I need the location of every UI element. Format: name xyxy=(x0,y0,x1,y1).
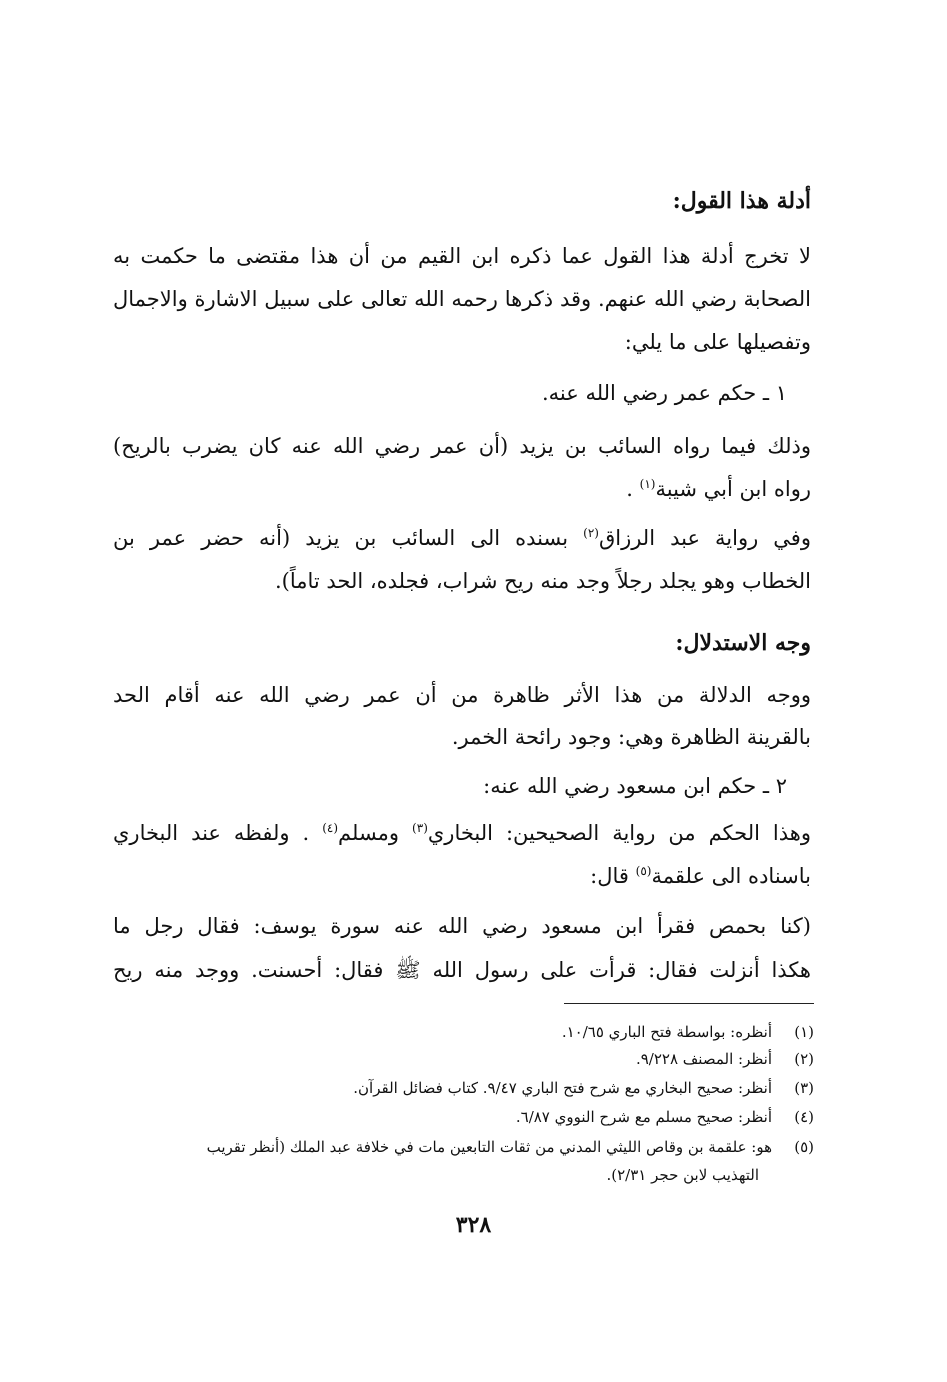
footnote-text: أنظر: صحيح البخاري مع شرح فتح الباري ٩/٤٧. كتاب فضائل القرآن. xyxy=(353,1079,772,1097)
section-heading-evidence: أدلة هذا القول: xyxy=(672,188,811,214)
paragraph-line: بالقرينة الظاهرة وهي: وجود رائحة الخمر. xyxy=(451,725,811,749)
footnote-ref: (٣) xyxy=(412,821,428,835)
footnote-item xyxy=(562,1023,814,1041)
footnote-text: أنظر: صحيح مسلم مع شرح النووي ٦/٨٧. xyxy=(515,1108,772,1126)
footnote-divider xyxy=(564,1003,814,1004)
footnote-number: (٢) xyxy=(794,1050,814,1068)
paragraph-line xyxy=(113,526,811,550)
footnote-text: أنظره: بواسطة فتح الباري ١٠/٦٥. xyxy=(561,1023,772,1041)
paragraph-line: وذلك فيما رواه السائب بن يزيد (أن عمر رضي الله عنه كان يضرب بالريح) xyxy=(113,434,811,458)
paragraph-text: . xyxy=(626,477,633,501)
footnote-number: (١) xyxy=(794,1023,814,1041)
list-item-heading: ٢ ـ حكم ابن مسعود رضي الله عنه: xyxy=(483,774,787,798)
footnote-item xyxy=(636,1050,814,1068)
paragraph-line: (كنا بحمص فقرأ ابن مسعود رضي الله عنه سورة يوسف: فقال رجل ما xyxy=(113,914,811,938)
footnote-number: (٤) xyxy=(794,1108,814,1126)
footnote-item xyxy=(516,1108,814,1126)
paragraph-line xyxy=(113,821,811,845)
page-number: ٣٢٨ xyxy=(455,1212,492,1238)
paragraph-text: باسناده الى علقمة xyxy=(651,864,811,888)
paragraph-line xyxy=(113,864,811,888)
footnote-ref: (١) xyxy=(639,477,656,491)
paragraph-text: بسنده الى السائب بن يزيد (أنه حضر عمر بن xyxy=(113,526,569,550)
paragraph-line: ووجه الدلالة من هذا الأثر ظاهرة من أن عمر رضي الله عنه أقام الحد xyxy=(113,683,811,707)
paragraph-line: وتفصيلها على ما يلي: xyxy=(624,330,811,354)
paragraph-line xyxy=(113,477,811,501)
footnote-number: (٣) xyxy=(794,1079,814,1097)
footnote-ref: (٥) xyxy=(635,864,652,878)
footnote-text: هو: علقمة بن وقاص الليثي المدني من ثقات التابعين مات في خلافة عبد الملك (أنظر تقريب xyxy=(206,1138,772,1156)
paragraph-text: ومسلم xyxy=(338,821,400,845)
paragraph-line: هكذا أنزلت فقال: قرأت على رسول الله ﷺ فقال: أحسنت. ووجد منه ريح xyxy=(113,958,811,982)
paragraph-text: رواه ابن أبي شيبة xyxy=(655,477,811,501)
paragraph-line: لا تخرج أدلة هذا القول عما ذكره ابن القيم من أن هذا مقتضى ما حكمت به xyxy=(113,244,811,268)
paragraph-text: وفي رواية عبد الرزاق xyxy=(598,526,811,550)
footnote-number: (٥) xyxy=(794,1138,814,1156)
list-item-heading: ١ ـ حكم عمر رضي الله عنه. xyxy=(541,381,787,405)
footnote-item xyxy=(353,1079,814,1097)
paragraph-text: قال: xyxy=(590,864,629,888)
footnote-ref: (٤) xyxy=(322,821,339,835)
paragraph-line: الصحابة رضي الله عنهم. وقد ذكرها رحمه الله تعالى على سبيل الاشارة والاجمال xyxy=(113,287,811,311)
paragraph-text: . ولفظه عند البخاري xyxy=(113,821,310,845)
footnote-text: أنظر: المصنف ٩/٢٢٨. xyxy=(635,1050,772,1068)
footnote-item xyxy=(207,1138,814,1156)
paragraph-text: وهذا الحكم من رواية الصحيحين: البخاري xyxy=(427,821,811,845)
footnote-ref: (٢) xyxy=(583,526,599,540)
footnote-continuation: التهذيب لابن حجر ٢/٣١). xyxy=(606,1166,759,1184)
paragraph-line: الخطاب وهو يجلد رجلاً وجد منه ريح شراب، فجلده، الحد تاماً). xyxy=(274,569,811,593)
section-heading-inference: وجه الاستدلال: xyxy=(675,630,811,656)
